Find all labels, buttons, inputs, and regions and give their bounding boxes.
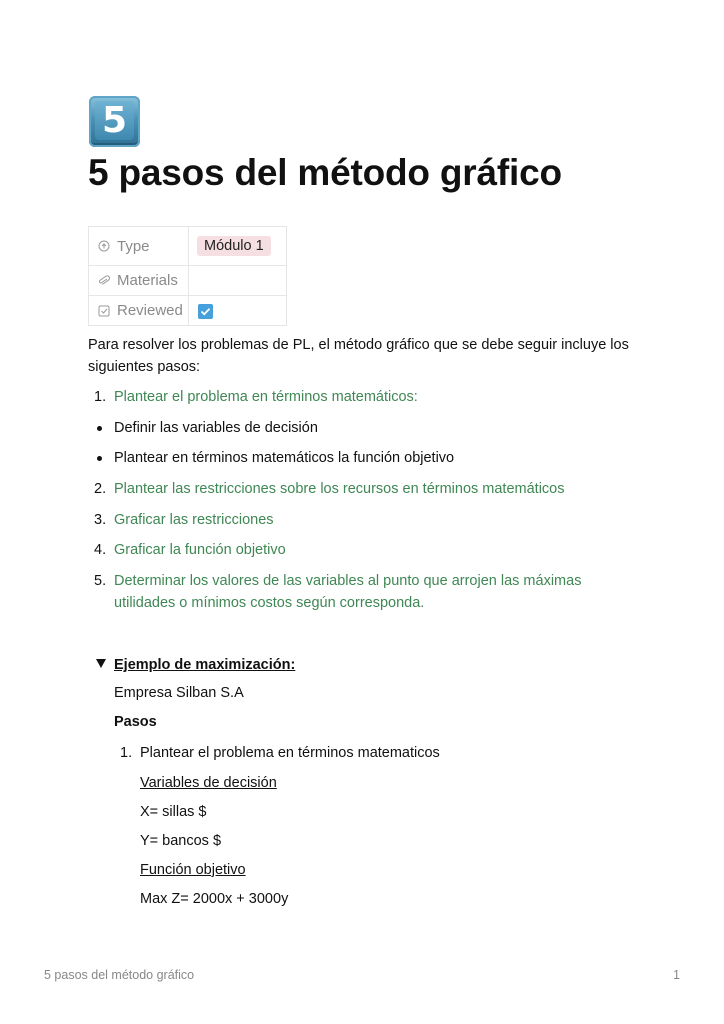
step-text: Graficar la función objetivo (114, 542, 286, 558)
property-row-materials (89, 266, 287, 296)
variable-x: X= sillas $ (140, 804, 207, 820)
list-marker: 3. (94, 512, 107, 528)
variables-heading: Variables de decisión (140, 775, 277, 791)
step-item-4 (94, 539, 286, 561)
page-title: 5 pasos del método gráfico (88, 152, 562, 193)
step-text: Determinar los valores de las variables al punto que arrojen las máximas utilidades o mínimos costos según corresponda. (114, 573, 582, 611)
bullet-text: Definir las variables de decisión (114, 420, 318, 436)
step-item-5 (94, 570, 614, 614)
step-text: Graficar las restricciones (114, 512, 274, 528)
list-marker: 1. (120, 745, 133, 761)
properties-table (88, 226, 287, 326)
step-text: Plantear las restricciones sobre los recursos en términos matemáticos (114, 481, 565, 497)
bullet-item-objective (114, 447, 454, 469)
reviewed-checkbox[interactable] (198, 304, 213, 319)
variable-y: Y= bancos $ (140, 833, 222, 849)
step-item-3 (94, 509, 274, 531)
property-row-type (89, 227, 287, 266)
bullet-dot (97, 426, 102, 431)
property-row-reviewed (89, 296, 287, 326)
objective-heading: Función objetivo (140, 862, 246, 878)
example-step-1 (120, 742, 440, 764)
property-value-materials[interactable] (189, 266, 287, 296)
keycap-5-icon (89, 96, 140, 147)
property-name-type: Type (117, 237, 150, 255)
objective-expression: Max Z= 2000x + 3000y (140, 891, 289, 907)
bullet-dot (97, 456, 102, 461)
list-marker: 2. (94, 481, 107, 497)
example-toggle[interactable] (96, 654, 295, 676)
step-item-2 (94, 478, 565, 500)
intro-paragraph: Para resolver los problemas de PL, el método gráfico que se debe seguir incluye los siguientes pasos: (88, 337, 629, 375)
property-value-type[interactable] (189, 227, 287, 266)
step-text: Plantear el problema en términos matemáticos: (114, 389, 418, 405)
step-item-1 (94, 386, 418, 408)
footer-title: 5 pasos del método gráfico (44, 968, 195, 982)
property-value-reviewed (189, 296, 287, 326)
list-marker: 5. (94, 573, 107, 589)
toggle-label: Ejemplo de maximización: (114, 657, 296, 673)
property-name-reviewed: Reviewed (117, 302, 183, 319)
bullet-text: Plantear en términos matemáticos la función objetivo (114, 450, 455, 466)
circle-arrow-icon (97, 240, 110, 253)
example-step-text: Plantear el problema en términos matematicos (140, 745, 440, 761)
toggle-triangle-icon[interactable] (96, 659, 106, 668)
checkbox-outline-icon (97, 304, 110, 317)
list-marker: 1. (94, 389, 107, 405)
company-name: Empresa Silban S.A (114, 685, 244, 701)
property-name-materials: Materials (117, 272, 178, 289)
keycap-5-digit: 5 (95, 101, 134, 140)
pasos-label: Pasos (114, 714, 157, 730)
list-marker: 4. (94, 542, 107, 558)
paperclip-icon (97, 274, 110, 287)
bullet-item-variables (114, 417, 318, 439)
type-tag[interactable]: Módulo 1 (197, 236, 271, 256)
footer-page-number: 1 (673, 968, 680, 982)
